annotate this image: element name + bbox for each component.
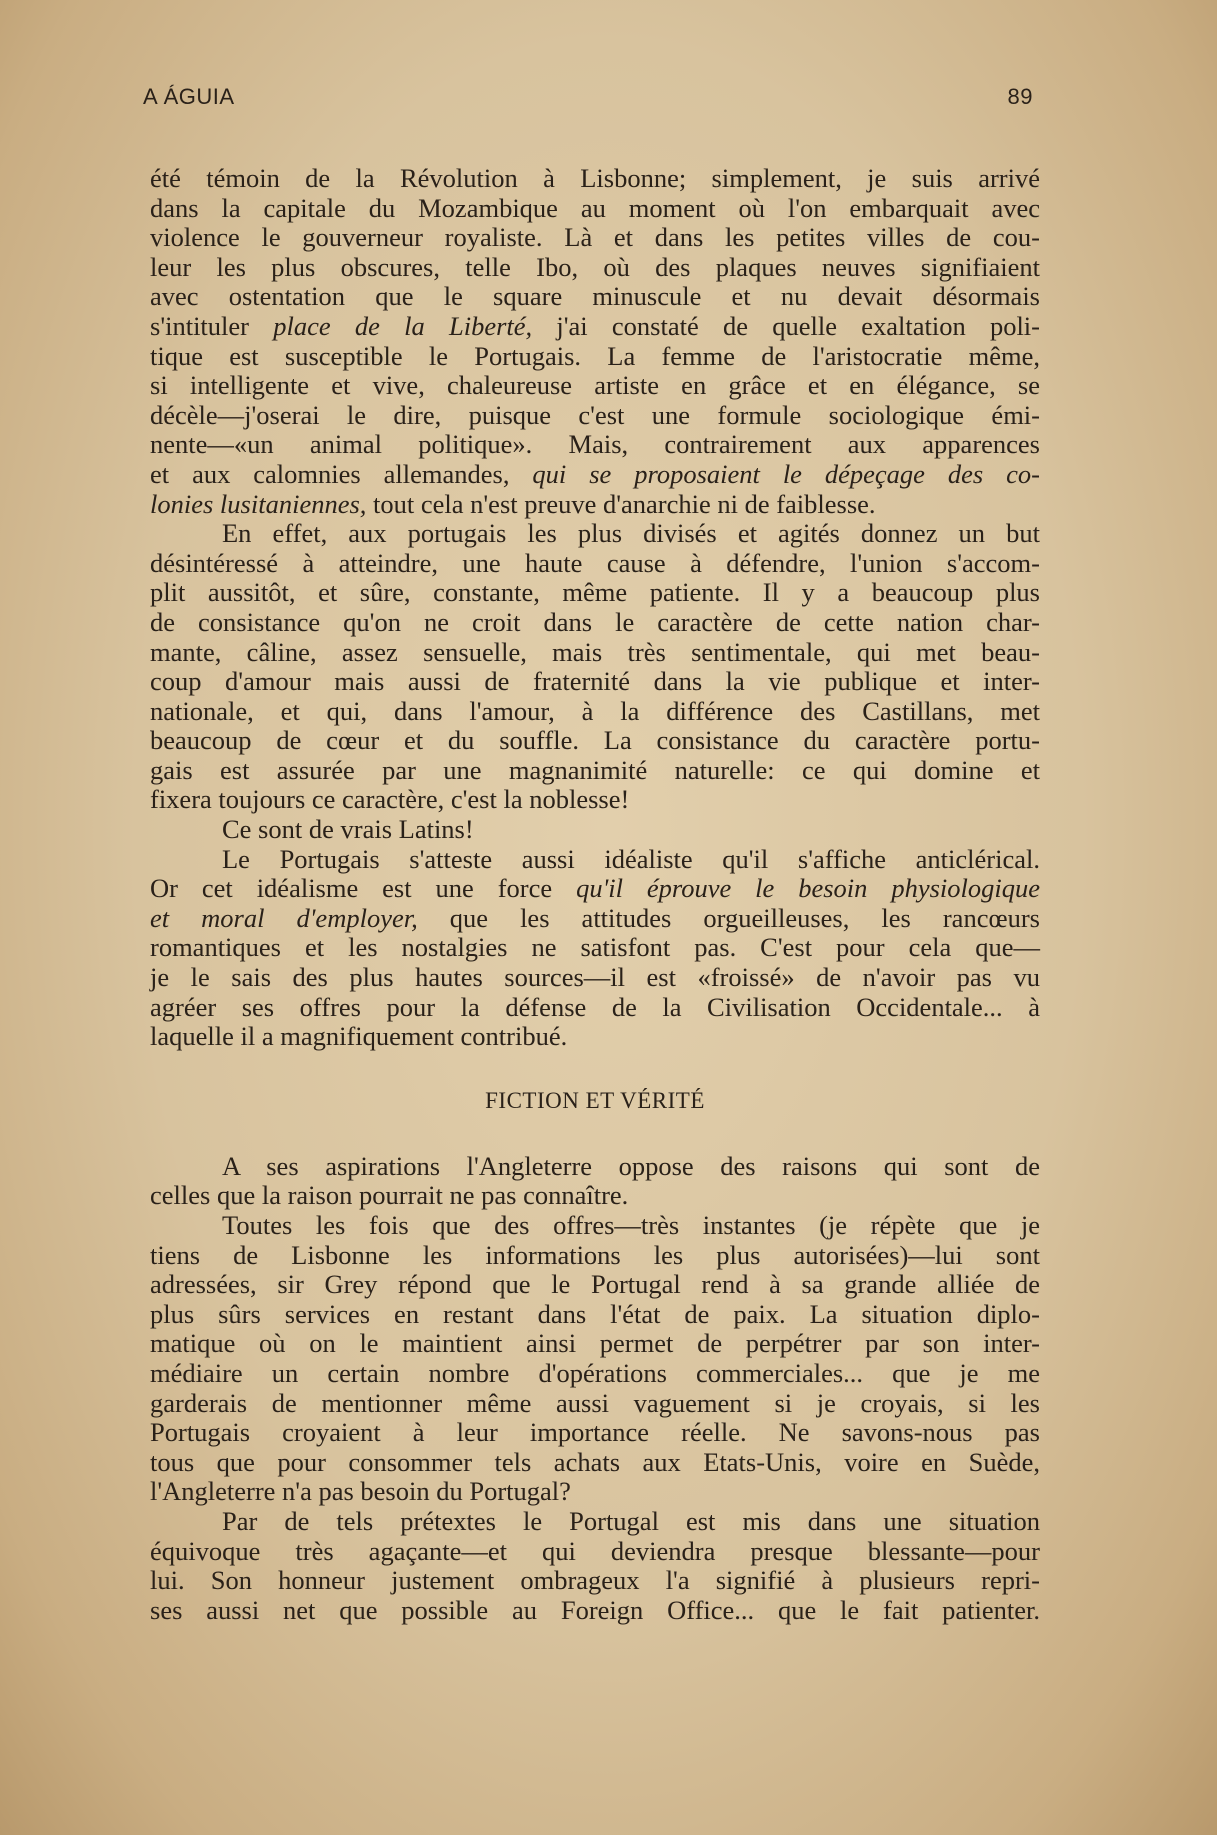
text-block-fiction-et-verite: [150, 1152, 1040, 1626]
text-line: beaucoup de cœur et du souffle. La consistance du caractère portu-: [150, 725, 1040, 756]
text-line: médiaire un certain nombre d'opérations commerciales... que je me: [150, 1357, 1040, 1388]
text-line: [150, 874, 1040, 904]
italic-text-run: qui se proposaient le dépeçage des co-: [532, 458, 1040, 489]
text-line: Par de tels prétextes le Portugal est mis dans une situation: [222, 1505, 1040, 1536]
text-line: Ce sont de vrais Latins!: [222, 814, 474, 845]
text-line: En effet, aux portugais les plus divisés et agités donnez un but: [222, 518, 1040, 549]
text-line: nationale, et qui, dans l'amour, à la différence des Castillans, met: [150, 695, 1040, 726]
text-line: celles que la raison pourrait ne pas connaître.: [150, 1180, 629, 1211]
text-line: équivoque très agaçante—et qui deviendra presque blessante—pour: [150, 1535, 1040, 1566]
text-line: [150, 312, 1040, 342]
text-line: je le sais des plus hautes sources—il est «froissé» de n'avoir pas vu: [150, 962, 1040, 993]
page-number: 89: [1007, 84, 1033, 109]
italic-text-run: place de la Liberté,: [273, 310, 533, 341]
text-line: romantiques et les nostalgies ne satisfont pas. C'est pour cela que—: [150, 932, 1040, 963]
text-line: dans la capitale du Mozambique au moment où l'on embarquait avec: [150, 192, 1040, 223]
text-line: l'Angleterre n'a pas besoin du Portugal?: [150, 1476, 571, 1507]
italic-text-run: et moral d'employer,: [150, 902, 418, 933]
text-line: Portugais croyaient à leur importance réelle. Ne savons-nous pas: [150, 1417, 1040, 1448]
running-title: A ÁGUIA: [143, 84, 235, 109]
text-line: matique où on le maintient ainsi permet de perpétrer par son inter-: [150, 1328, 1040, 1359]
text-line: agréer ses offres pour la défense de la Civilisation Occidentale... à: [150, 991, 1040, 1022]
text-line: garderais de mentionner même aussi vaguement si je croyais, si les: [150, 1387, 1040, 1418]
text-line: violence le gouverneur royaliste. Là et dans les petites villes de cou-: [150, 222, 1040, 253]
text-run: s'intituler: [150, 310, 274, 341]
text-line: A ses aspirations l'Angleterre oppose des raisons qui sont de: [222, 1150, 1040, 1181]
italic-text-run: qu'il éprouve le besoin physiologique: [576, 873, 1040, 904]
text-line: été témoin de la Révolution à Lisbonne; simplement, je suis arrivé: [150, 163, 1040, 193]
body-text: [150, 164, 1040, 1625]
text-line: coup d'amour mais aussi de fraternité dans la vie publique et inter-: [150, 666, 1040, 697]
text-line: lui. Son honneur justement ombrageux l'a signifié à plusieurs repri-: [150, 1565, 1040, 1596]
text-run: que les attitudes orgueilleuses, les rancœurs: [417, 902, 1040, 933]
text-line: [150, 490, 1040, 520]
text-run: j'ai constaté de quelle exaltation poli-: [532, 310, 1040, 341]
text-line: mante, câline, assez sensuelle, mais très sentimentale, qui met beau-: [150, 636, 1040, 667]
text-line: désintéressé à atteindre, une haute cause à défendre, l'union s'accom-: [150, 547, 1040, 578]
text-run: Or cet idéalisme est une force: [150, 873, 577, 904]
text-line: avec ostentation que le square minuscule et nu devait désormais: [150, 281, 1040, 312]
text-line: laquelle il a magnifiquement contribué.: [150, 1021, 568, 1052]
text-line: fixera toujours ce caractère, c'est la noblesse!: [150, 784, 630, 815]
text-line: décèle—j'oserai le dire, puisque c'est une formule sociologique émi-: [150, 399, 1040, 430]
text-line: gais est assurée par une magnanimité naturelle: ce qui domine et: [150, 754, 1040, 785]
text-run: tout cela n'est preuve d'anarchie ni de faiblesse.: [366, 488, 876, 519]
text-line: plit aussitôt, et sûre, constante, même patiente. Il y a beaucoup plus: [150, 577, 1040, 608]
text-line: [150, 460, 1040, 490]
text-line: ses aussi net que possible au Foreign Office... que le fait patienter.: [150, 1594, 1040, 1625]
text-line: de consistance qu'on ne croit dans le caractère de cette nation char-: [150, 606, 1040, 637]
text-line: nente—«un animal politique». Mais, contrairement aux apparences: [150, 429, 1040, 460]
text-line: tique est susceptible le Portugais. La femme de l'aristocratie même,: [150, 340, 1040, 371]
text-line: [150, 904, 1040, 934]
text-line: tous que pour consommer tels achats aux Etats-Unis, voire en Suède,: [150, 1446, 1040, 1477]
section-title: FICTION ET VÉRITÉ: [485, 1087, 705, 1113]
text-line: leur les plus obscures, telle Ibo, où des plaques neuves signifiaient: [150, 251, 1040, 282]
text-line: Toutes les fois que des offres—très instantes (je répète que je: [222, 1210, 1040, 1240]
running-head: [143, 84, 1033, 114]
text-line: si intelligente et vive, chaleureuse artiste en grâce et en élégance, se: [150, 370, 1040, 401]
text-line: plus sûrs services en restant dans l'état de paix. La situation diplo-: [150, 1298, 1040, 1329]
text-line: tiens de Lisbonne les informations les plus autorisées)—lui sont: [150, 1239, 1040, 1270]
text-line: adressées, sir Grey répond que le Portugal rend à sa grande alliée de: [150, 1269, 1040, 1300]
italic-text-run: lonies lusitaniennes,: [150, 488, 367, 519]
text-run: et aux calomnies allemandes,: [150, 458, 533, 489]
text-block-revolution: [150, 164, 1040, 1052]
text-line: Le Portugais s'atteste aussi idéaliste qu'il s'affiche anticlérical.: [222, 843, 1040, 874]
